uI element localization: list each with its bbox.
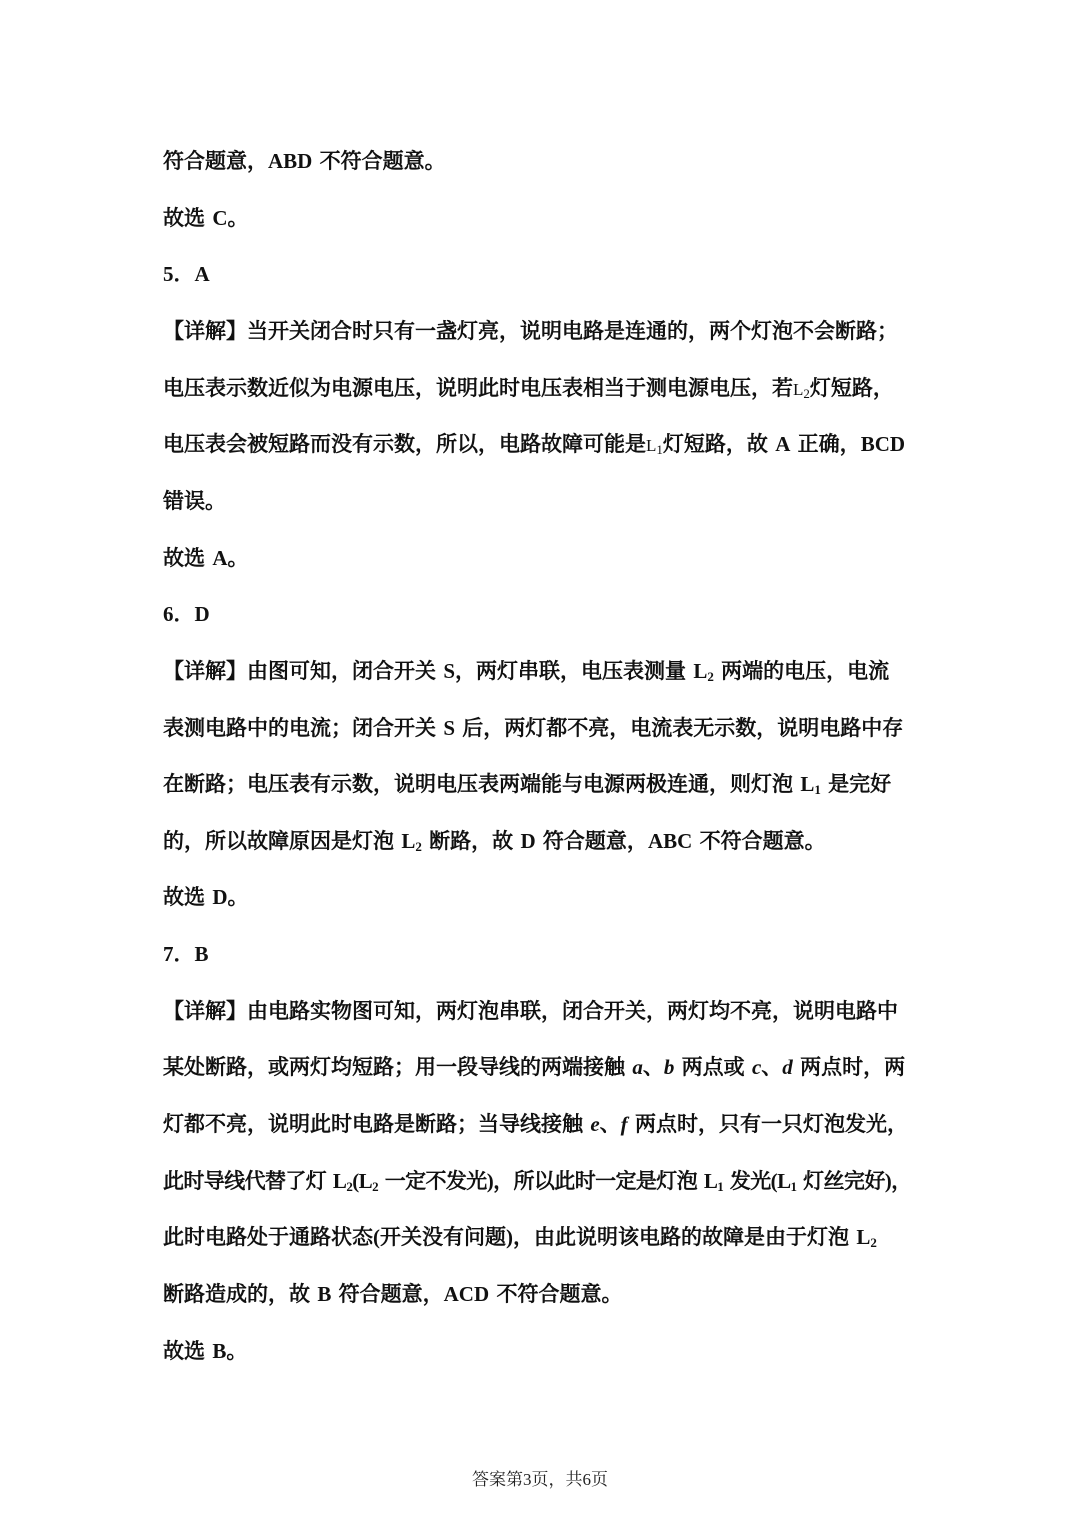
text: B xyxy=(317,1282,332,1306)
text: 表测电路中的电流；闭合开关 xyxy=(163,716,444,740)
text: 开关没有问题 xyxy=(380,1225,506,1249)
text: 、 xyxy=(761,1055,783,1079)
q7-number: 7．B xyxy=(163,942,209,966)
text: 后，两灯都不亮，电流表无示数，说明电路中存 xyxy=(455,716,904,740)
q7-line-2 xyxy=(163,1053,905,1081)
subscript: 2 xyxy=(346,1179,353,1194)
q6-line-2 xyxy=(163,714,903,742)
text: 。 xyxy=(227,206,249,230)
text: 【详解】由图可知，闭合开关 xyxy=(163,659,444,683)
subscript: 2 xyxy=(870,1235,877,1250)
text: ) xyxy=(884,1169,892,1193)
text: ABD xyxy=(268,149,313,173)
subscript: 2 xyxy=(707,669,714,684)
q7-line-1: 【详解】由电路实物图可知，两灯泡串联，闭合开关，两灯均不亮，说明电路中 xyxy=(163,999,898,1023)
text: 故选 xyxy=(163,885,213,909)
text: 。 xyxy=(226,1339,248,1363)
text: L xyxy=(401,829,416,853)
text: d xyxy=(782,1055,793,1079)
text: 符合题意， xyxy=(535,829,648,853)
subscript: 1 xyxy=(814,782,821,797)
text: ， xyxy=(891,1169,912,1193)
q5-line-2 xyxy=(163,374,894,404)
text: ，两灯串联，电压表测量 xyxy=(455,659,694,683)
text: 两点或 xyxy=(674,1055,752,1079)
text: 发光 xyxy=(723,1169,771,1193)
text: S xyxy=(443,659,455,683)
text: ABC xyxy=(647,829,693,853)
q5-line-3 xyxy=(163,430,905,460)
q7-line-4 xyxy=(163,1167,912,1195)
q6-line-3 xyxy=(163,770,891,798)
q7-line-5 xyxy=(163,1223,877,1251)
text: A xyxy=(212,546,228,570)
subscript: 2 xyxy=(372,1179,378,1194)
text: 故选 xyxy=(163,1339,213,1363)
q6-line-4 xyxy=(163,827,826,855)
symbol-l2 xyxy=(793,380,810,399)
text: 。 xyxy=(227,546,249,570)
subscript: 1 xyxy=(790,1179,797,1194)
text: a xyxy=(632,1055,643,1079)
q7-conclusion xyxy=(163,1337,247,1365)
text: L xyxy=(777,1169,791,1193)
q6-number: 6．D xyxy=(163,602,210,626)
text: ) xyxy=(506,1225,513,1249)
text: ( xyxy=(770,1169,778,1193)
q5-line-1: 【详解】当开关闭合时只有一盏灯亮，说明电路是连通的，两个灯泡不会断路； xyxy=(163,319,898,343)
lead-verdict-line xyxy=(163,147,446,175)
text: 一定不发光 xyxy=(377,1169,487,1193)
text: b xyxy=(663,1055,675,1079)
text: S xyxy=(443,716,455,740)
text: 故选 xyxy=(163,206,213,230)
text: 灯短路，故 xyxy=(662,432,776,456)
text: 某处断路，或两灯均短路；用一段导线的两端接触 xyxy=(163,1055,633,1079)
text: L xyxy=(856,1225,871,1249)
text: L xyxy=(703,1169,718,1193)
text: 电压表示数近似为电源电压，说明此时电压表相当于测电源电压，若 xyxy=(163,376,793,400)
q5-line-4: 错误。 xyxy=(163,489,226,513)
text: BCD xyxy=(860,432,906,456)
text: D xyxy=(520,829,536,853)
text: 不符合题意。 xyxy=(489,1282,623,1306)
text: ( xyxy=(373,1225,380,1249)
text: ACD xyxy=(443,1282,490,1306)
text: 、 xyxy=(599,1112,621,1136)
text: 不符合题意。 xyxy=(312,149,446,173)
text: 电压表会被短路而没有示数，所以，电路故障可能是 xyxy=(163,432,646,456)
text: 两端的电压，电流 xyxy=(713,659,890,683)
text: D xyxy=(212,885,228,909)
text: 符合题意， xyxy=(163,149,268,173)
text: 。 xyxy=(227,885,249,909)
text: ，所以此时一定是灯泡 xyxy=(493,1169,704,1193)
text: L xyxy=(800,772,815,796)
subscript: 1 xyxy=(717,1179,724,1194)
subscript: 2 xyxy=(803,386,810,401)
subscript: 1 xyxy=(656,442,663,457)
text: 不符合题意。 xyxy=(692,829,826,853)
text: 两点时，只有一只灯泡发光， xyxy=(627,1112,908,1136)
text: 在断路；电压表有示数，说明电压表两端能与电源两极连通，则灯泡 xyxy=(163,772,801,796)
q6-line-1 xyxy=(163,657,889,685)
q7-line-3 xyxy=(163,1110,908,1138)
text: ，由此说明该电路的故障是由于灯泡 xyxy=(513,1225,857,1249)
text: 断路造成的，故 xyxy=(163,1282,318,1306)
text: L xyxy=(332,1169,347,1193)
q5-conclusion xyxy=(163,544,248,572)
text: 、 xyxy=(642,1055,664,1079)
text: L xyxy=(693,659,708,683)
text: 灯短路， xyxy=(809,376,894,400)
text: 是完好 xyxy=(820,772,892,796)
text: 灯丝完好 xyxy=(796,1169,885,1193)
text: 的，所以故障原因是灯泡 xyxy=(163,829,402,853)
text: A xyxy=(775,432,791,456)
text: f xyxy=(620,1112,628,1136)
text: 此时电路处于通路状态 xyxy=(163,1225,373,1249)
q6-conclusion xyxy=(163,883,248,911)
text: L xyxy=(646,436,657,455)
text: C xyxy=(212,206,228,230)
text: e xyxy=(590,1112,600,1136)
lead-conclusion xyxy=(163,204,248,232)
page-footer: 答案第3页，共6页 xyxy=(472,1470,608,1489)
q5-number: 5．A xyxy=(163,262,210,286)
symbol-l1 xyxy=(646,436,663,455)
text: 断路，故 xyxy=(421,829,521,853)
text: 灯都不亮，说明此时电路是断路；当导线接触 xyxy=(163,1112,591,1136)
text: B xyxy=(212,1339,227,1363)
text: ( xyxy=(352,1169,359,1193)
text: 正确， xyxy=(790,432,861,456)
text: 此时导线代替了灯 xyxy=(163,1169,333,1193)
text: L xyxy=(793,380,804,399)
text: L xyxy=(358,1169,373,1193)
q7-line-6 xyxy=(163,1280,622,1308)
text: ) xyxy=(486,1169,494,1193)
text: 故选 xyxy=(163,546,213,570)
text: 符合题意， xyxy=(331,1282,444,1306)
text: c xyxy=(751,1055,762,1079)
text: 两点时，两 xyxy=(792,1055,906,1079)
subscript: 2 xyxy=(415,839,422,854)
